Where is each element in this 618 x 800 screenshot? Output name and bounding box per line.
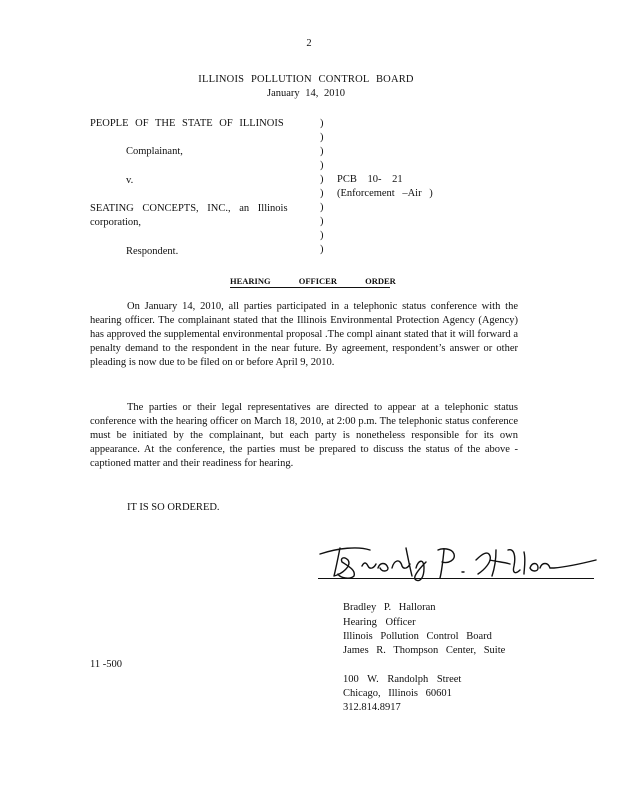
caption-paren: ) — [320, 188, 324, 199]
signer-phone: 312.814.8917 — [343, 702, 401, 713]
complainant-name: PEOPLE OF THE STATE OF ILLINOIS — [90, 118, 284, 129]
versus-label: v. — [126, 175, 134, 186]
signature-line — [318, 578, 594, 579]
signer-title: Hearing Officer — [343, 617, 416, 628]
signer-street: 100 W. Randolph Street — [343, 674, 462, 685]
body-paragraph — [90, 401, 518, 471]
signer-name: Bradley P. Halloran — [343, 602, 436, 613]
signer-organization: Illinois Pollution Control Board — [343, 631, 492, 642]
caption-paren: ) — [320, 216, 324, 227]
paragraph-text: The parties or their legal representatives are directed to appear at a telephonic status conference with the hearing officer on March 18, 2010, at 2:00 p.m. The telephonic status conference must be initiated by the complainant, but each party is nonetheless responsible for its own appearance. At the conference, the parties must be prepared to discuss the status of the above -captioned matter and their readiness for hearing. — [90, 402, 518, 470]
caption-paren: ) — [320, 132, 324, 143]
page-number: 2 — [306, 38, 312, 49]
caption-paren: ) — [320, 202, 324, 213]
caption-paren: ) — [320, 244, 324, 255]
board-name: ILLINOIS POLLUTION CONTROL BOARD — [198, 74, 414, 85]
complainant-role: Complainant, — [126, 146, 183, 157]
caption-paren: ) — [320, 230, 324, 241]
paragraph-text: On January 14, 2010, all parties participated in a telephonic status conference with the hearing officer. The complainant stated that the Illinois Environmental Protection Agency (Agency) has approved the supplemental environmental proposal .The compl ainant stated that it will forward a penalty demand to the respondent in the near future. By agreement, respondent’s answer or other pleading is now due to be filed on or before April 9, 2010. — [90, 301, 518, 369]
order-date: January 14, 2010 — [266, 88, 346, 99]
respondent-description: corporation, — [90, 217, 142, 228]
suite-number: 11 -500 — [90, 659, 122, 670]
handwritten-signature — [318, 540, 598, 582]
respondent-name: SEATING CONCEPTS, INC., an Illinois — [90, 203, 288, 214]
body-paragraph — [90, 300, 518, 370]
caption-paren: ) — [320, 118, 324, 129]
caption-paren: ) — [320, 174, 324, 185]
order-title: HEARING OFFICER ORDER — [230, 276, 396, 286]
paragraph-text: IT IS SO ORDERED. — [127, 502, 220, 513]
case-type: (Enforcement –Air ) — [337, 188, 433, 199]
signer-building: James R. Thompson Center, Suite — [343, 645, 506, 656]
respondent-role: Respondent. — [126, 246, 179, 257]
case-number: PCB 10- 21 — [337, 174, 403, 185]
body-paragraph — [90, 501, 518, 515]
caption-paren: ) — [320, 160, 324, 171]
caption-paren: ) — [320, 146, 324, 157]
signer-city: Chicago, Illinois 60601 — [343, 688, 452, 699]
